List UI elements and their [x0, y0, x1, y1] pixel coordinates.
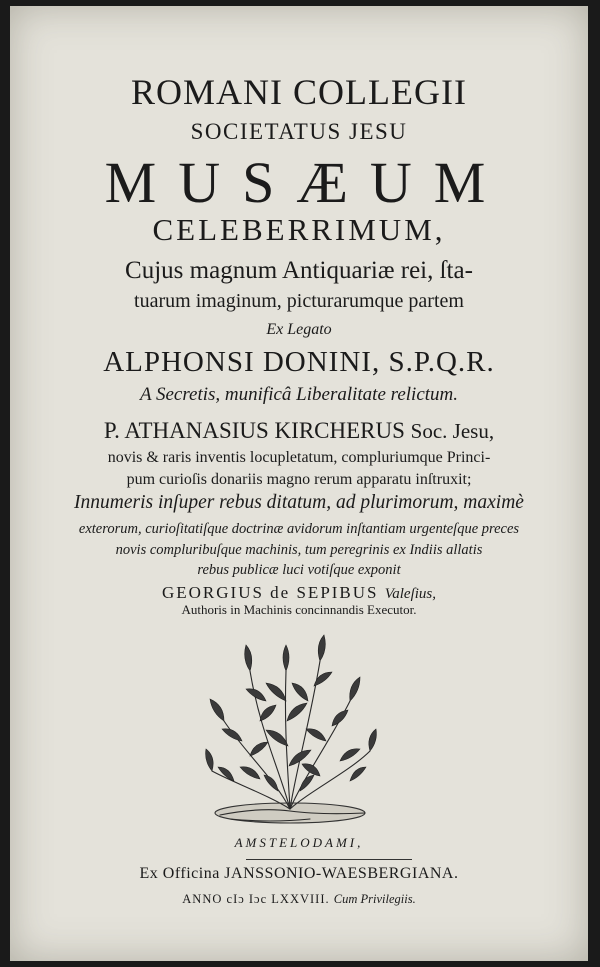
editor-role: Authoris in Machinis concinnandis Executor.	[181, 602, 417, 617]
donor-description: A Secretis, munificâ Liberalitate relictum.	[139, 384, 459, 405]
imprint-city: AMSTELODAMI,	[234, 835, 364, 850]
heading-societatus-jesu: SOCIETATUS JESU	[190, 119, 408, 144]
imprint-year-line	[10, 893, 588, 906]
body-line-6: rebus publicæ luci votiſque exponit	[197, 562, 401, 578]
body-line-5: novis compluribuſque machinis, tum peregrinis ex Indiis allatis	[115, 542, 483, 558]
imprint-divider	[246, 859, 412, 860]
heading-musaeum: MUSÆUM	[104, 150, 508, 215]
editor-origin: Valeſius,	[384, 586, 437, 602]
imprint-printer: Ex Officina JANSSONIO-WAESBERGIANA.	[139, 865, 459, 882]
author-order: Soc. Jesu,	[410, 419, 495, 443]
editor-name: GEORGIUS de SEPIBUS	[161, 583, 379, 602]
imprint-privilege: Cum Privilegiis.	[333, 892, 416, 906]
body-line-4: exterorum, curioſitatiſque doctrinæ avidorum inſtantiam urgenteſque preces	[78, 521, 520, 537]
heading-celeberrimum: CELEBERRIMUM,	[152, 212, 446, 247]
donor-name: ALPHONSI DONINI, S.P.Q.R.	[103, 346, 495, 378]
author-line	[10, 419, 588, 442]
subtitle-line-2: tuarum imaginum, picturarumque partem	[134, 290, 464, 312]
subtitle-line-1: Cujus magnum Antiquariæ rei, ſta-	[125, 257, 473, 284]
ex-legato: Ex Legato	[266, 321, 332, 338]
body-line-1: novis & raris inventis locupletatum, compluriumque Princi-	[107, 449, 491, 466]
title-page	[10, 6, 588, 961]
author-name: P. ATHANASIUS KIRCHERUS	[103, 418, 405, 443]
body-line-3: Innumeris inſuper rebus ditatum, ad plurimorum, maximè	[74, 492, 524, 513]
imprint-year: ANNO cIɔ Iɔc LXXVIII.	[182, 892, 330, 906]
plant-engraving-icon	[200, 631, 380, 831]
heading-romani-collegii: ROMANI COLLEGII	[131, 72, 467, 112]
editor-line	[10, 584, 588, 602]
body-line-2: pum curioſis donariis magno rerum apparatu inſtruxit;	[126, 471, 472, 488]
